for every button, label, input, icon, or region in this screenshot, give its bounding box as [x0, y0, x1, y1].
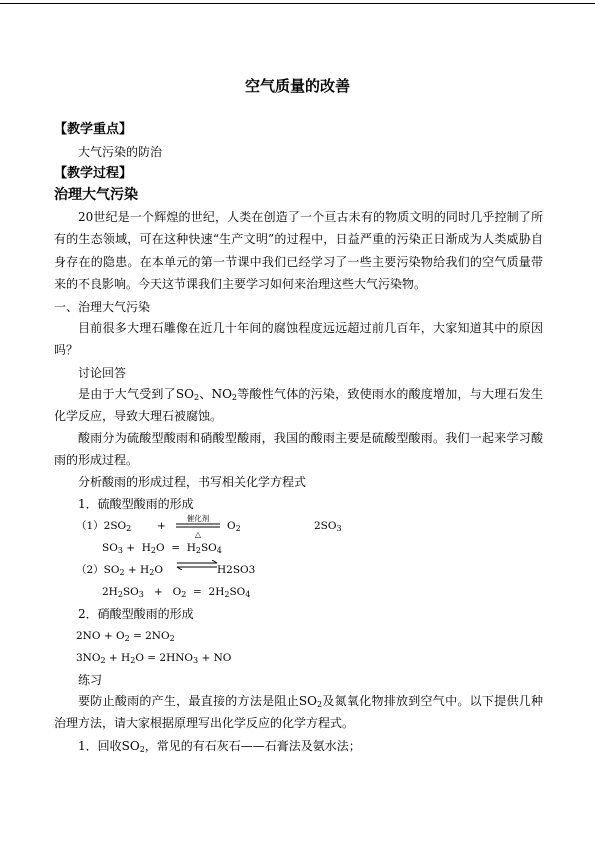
question-paragraph: 目前很多大理石雕像在近几十年间的腐蚀程度远远超过前几百年，大家知道其中的原因吗？ — [54, 321, 543, 358]
intro-paragraph: 20世纪是一个辉煌的世纪，人类在创造了一个亘古未有的物质文明的同时几乎控制了所有的生态领域，可在这种快速“生产文明”的过程中，日益严重的污染正日渐成为人类威胁自身存在的隐患。在本单元的第一节课中我们已经学习了一些主要污染物给我们的空气质量带来的不良影响。今天这节课我们主要学习如何来治理这些大气污染物。 — [54, 210, 543, 291]
equation-1-reactant: $(1)2SO_2$ — [76, 520, 132, 533]
section-key-points-heading: 【教学重点】 — [54, 122, 133, 137]
equation-1-plus: + — [157, 520, 166, 532]
key-points-item: 大气污染的防治 — [78, 145, 163, 159]
page-title: 空气质量的改善 — [244, 77, 350, 95]
catalyst-label: 催化剂 — [186, 514, 210, 523]
item-nitric-acid-rain: 2．硝酸型酸雨的形成 — [78, 607, 194, 621]
practice-label: 练习 — [78, 673, 103, 687]
equation-6: $3NO_2 + H_2O = 2HNO_3$ + NO — [76, 652, 232, 665]
equation-1-oxygen: $O_2$ — [227, 520, 241, 533]
section-process-heading: 【教学过程】 — [54, 166, 133, 181]
equation-2: $SO_3 + H_2O = H_2SO_4$ — [102, 542, 222, 555]
equation-5: $2NO + O_2 = 2NO_2$ — [76, 630, 175, 643]
header-rule — [0, 3, 595, 4]
discussion-label: 讨论回答 — [78, 366, 127, 380]
equation-3-reactants: $(2)SO_2 + H_2O$ — [76, 564, 163, 577]
equation-3-product: H2SO3 — [217, 564, 256, 576]
practice-paragraph: 要防止酸雨的产生，最直接的方法是阻止$SO_2$及氮氧化物排放到空气中。以下提供几种治理方法，请大家根据原理写出化学反应的化学方程式。 — [54, 694, 543, 731]
catalyst-heat-arrow-icon — [175, 513, 221, 541]
heat-symbol: △ — [194, 530, 202, 539]
section-subtitle: 治理大气污染 — [54, 187, 138, 203]
item-sulfuric-acid-rain: 1．硫酸型酸雨的形成 — [78, 497, 194, 511]
equation-4: $2H_2SO_3 + O_2 = 2H_2SO_4$ — [102, 586, 251, 599]
acid-rain-paragraph: 酸雨分为硫酸型酸雨和硝酸型酸雨，我国的酸雨主要是硫酸型酸雨。我们一起来学习酸雨的形成过程。 — [54, 431, 543, 468]
equation-1-product: $2SO_3$ — [314, 520, 342, 533]
answer-paragraph: 是由于大气受到了$SO_2$、$NO_2$等酸性气体的污染，致使雨水的酸度增加，与大理石发生化学反应，导致大理石被腐蚀。 — [54, 387, 543, 424]
heading-control-pollution: 一、治理大气污染 — [54, 300, 151, 314]
analysis-line: 分析酸雨的形成过程，书写相关化学方程式 — [78, 475, 307, 489]
item-recover-so2: 1．回收$SO_2$，常见的有石灰石——石膏法及氨水法； — [78, 739, 361, 754]
reversible-arrow-icon — [176, 560, 218, 570]
